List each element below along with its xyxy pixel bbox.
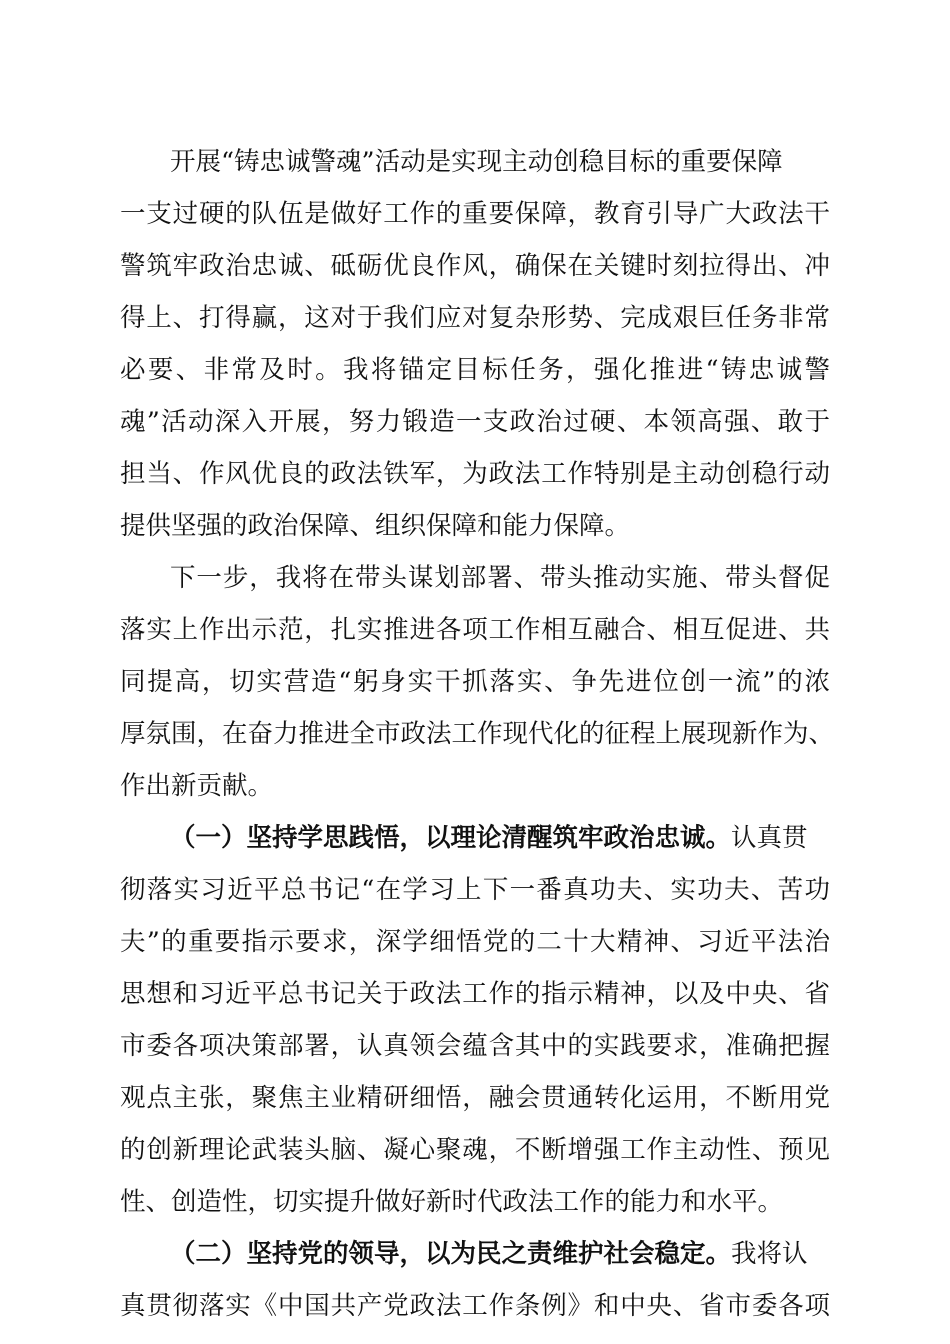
paragraph-2-line-1: 下一步，我将在带头谋划部署、带头推动实施、带头督促 — [170, 563, 830, 593]
section-2-first-line-rest: 我将认 — [731, 1239, 808, 1269]
section-1-line-5: 市委各项决策部署，认真领会蕴含其中的实践要求，准确把握 — [120, 1031, 830, 1061]
section-1-line-6: 观点主张，聚焦主业精研细悟，融会贯通转化运用，不断用党 — [120, 1083, 830, 1113]
paragraph-2-line-4: 厚氛围，在奋力推进全市政法工作现代化的征程上展现新作为、 — [120, 719, 835, 749]
section-1-first-line — [170, 818, 830, 858]
paragraph-2-line-5: 作出新贡献。 — [120, 771, 274, 801]
section-1-line-2: 彻落实习近平总书记“在学习上下一番真功夫、实功夫、苦功 — [120, 875, 830, 905]
paragraph-2-line-3: 同提高，切实营造“躬身实干抓落实、争先进位创一流”的浓 — [120, 667, 830, 697]
section-1-line-3: 夫”的重要指示要求，深学细悟党的二十大精神、习近平法治 — [120, 927, 830, 957]
paragraph-1-line-3: 警筑牢政治忠诚、砥砺优良作风，确保在关键时刻拉得出、冲 — [120, 251, 830, 281]
section-1-heading: （一）坚持学思践悟，以理论清醒筑牢政治忠诚。 — [170, 823, 732, 853]
section-2-line-2: 真贯彻落实《中国共产党政法工作条例》和中央、省市委各项 — [120, 1291, 830, 1321]
paragraph-1-line-6: 魂”活动深入开展，努力锻造一支政治过硬、本领高强、敢于 — [120, 407, 830, 437]
section-1-line-4: 思想和习近平总书记关于政法工作的指示精神，以及中央、省 — [120, 979, 830, 1009]
section-2-first-line — [170, 1234, 830, 1274]
section-2-heading: （二）坚持党的领导，以为民之责维护社会稳定。 — [170, 1239, 732, 1269]
paragraph-1-line-1: 开展“铸忠诚警魂”活动是实现主动创稳目标的重要保障 — [170, 147, 783, 177]
section-1-first-line-rest: 认真贯 — [731, 823, 808, 853]
section-1-line-7: 的创新理论武装头脑、凝心聚魂，不断增强工作主动性、预见 — [120, 1135, 830, 1165]
paragraph-2-line-2: 落实上作出示范，扎实推进各项工作相互融合、相互促进、共 — [120, 615, 830, 645]
paragraph-1-line-7: 担当、作风优良的政法铁军，为政法工作特别是主动创稳行动 — [120, 459, 830, 489]
paragraph-1-line-2: 一支过硬的队伍是做好工作的重要保障，教育引导广大政法干 — [120, 199, 830, 229]
section-1-line-8: 性、创造性，切实提升做好新时代政法工作的能力和水平。 — [120, 1187, 784, 1217]
paragraph-1-line-4: 得上、打得赢，这对于我们应对复杂形势、完成艰巨任务非常 — [120, 303, 830, 333]
paragraph-1-line-8: 提供坚强的政治保障、组织保障和能力保障。 — [120, 511, 631, 541]
paragraph-1-line-5: 必要、非常及时。我将锚定目标任务，强化推进“铸忠诚警 — [120, 355, 830, 385]
